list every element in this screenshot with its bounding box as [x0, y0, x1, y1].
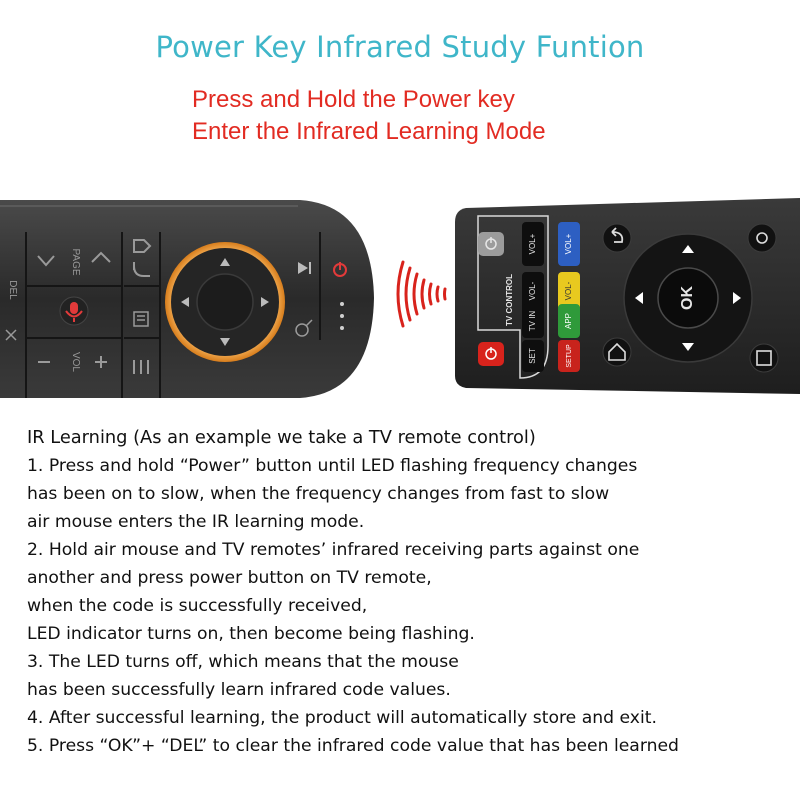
tv-vol-up-label: VOL+ — [528, 233, 538, 255]
instruction-line: LED indicator turns on, then become being flashing. — [27, 624, 475, 644]
ok-button — [197, 274, 253, 330]
tv-control-label: TV CONTROL — [505, 274, 514, 326]
mouse-button — [748, 224, 776, 252]
dpad-ring — [165, 242, 285, 362]
setup-label: SETUP — [565, 344, 573, 368]
tv-dpad — [624, 234, 752, 362]
instructions-heading: IR Learning (As an example we take a TV remote control) — [27, 427, 536, 448]
instruction-line: 2. Hold air mouse and TV remotes’ infrared receiving parts against one — [27, 540, 640, 560]
home-button — [603, 338, 631, 366]
vol-label: VOL — [70, 351, 81, 373]
tv-in-label: TV IN — [528, 310, 538, 332]
page-title: Power Key Infrared Study Funtion — [155, 30, 645, 64]
tv-power-button — [478, 232, 504, 256]
app-label: APP — [564, 312, 574, 330]
menu-button — [750, 344, 778, 372]
microphone-icon — [60, 297, 88, 325]
subtitle-line-1: Press and Hold the Power key — [192, 86, 515, 113]
page-label: PAGE — [70, 248, 81, 276]
tv-remote — [455, 198, 800, 394]
remote-illustration — [0, 190, 800, 410]
instruction-line: has been successfully learn infrared code values. — [27, 680, 451, 700]
instruction-line: 3. The LED turns off, which means that the mouse — [27, 652, 459, 672]
instruction-line: 5. Press “OK”+ “DEL” to clear the infrared code value that has been learned — [27, 736, 679, 756]
infrared-signal-icon — [398, 262, 445, 326]
tv-vol-down-label: VOL- — [528, 281, 538, 301]
subtitle-line-2: Enter the Infrared Learning Mode — [192, 118, 546, 145]
del-label: DEL — [7, 280, 18, 300]
instruction-line: air mouse enters the IR learning mode. — [27, 512, 365, 532]
vol-down-label: VOL- — [564, 281, 574, 301]
instruction-line: when the code is successfully received, — [27, 596, 368, 616]
instructions — [27, 424, 797, 760]
instruction-line: another and press power button on TV remote, — [27, 568, 432, 588]
instruction-line: 1. Press and hold “Power” button until LED flashing frequency changes — [27, 456, 638, 476]
set-label: SET — [528, 348, 538, 364]
air-mouse — [0, 200, 374, 398]
power-button — [478, 342, 504, 366]
instruction-line: has been on to slow, when the frequency changes from fast to slow — [27, 484, 610, 504]
instruction-line: 4. After successful learning, the product will automatically store and exit. — [27, 708, 657, 728]
back-button — [603, 224, 631, 252]
tv-ok-label: OK — [679, 286, 697, 310]
vol-up-label: VOL+ — [564, 233, 574, 255]
